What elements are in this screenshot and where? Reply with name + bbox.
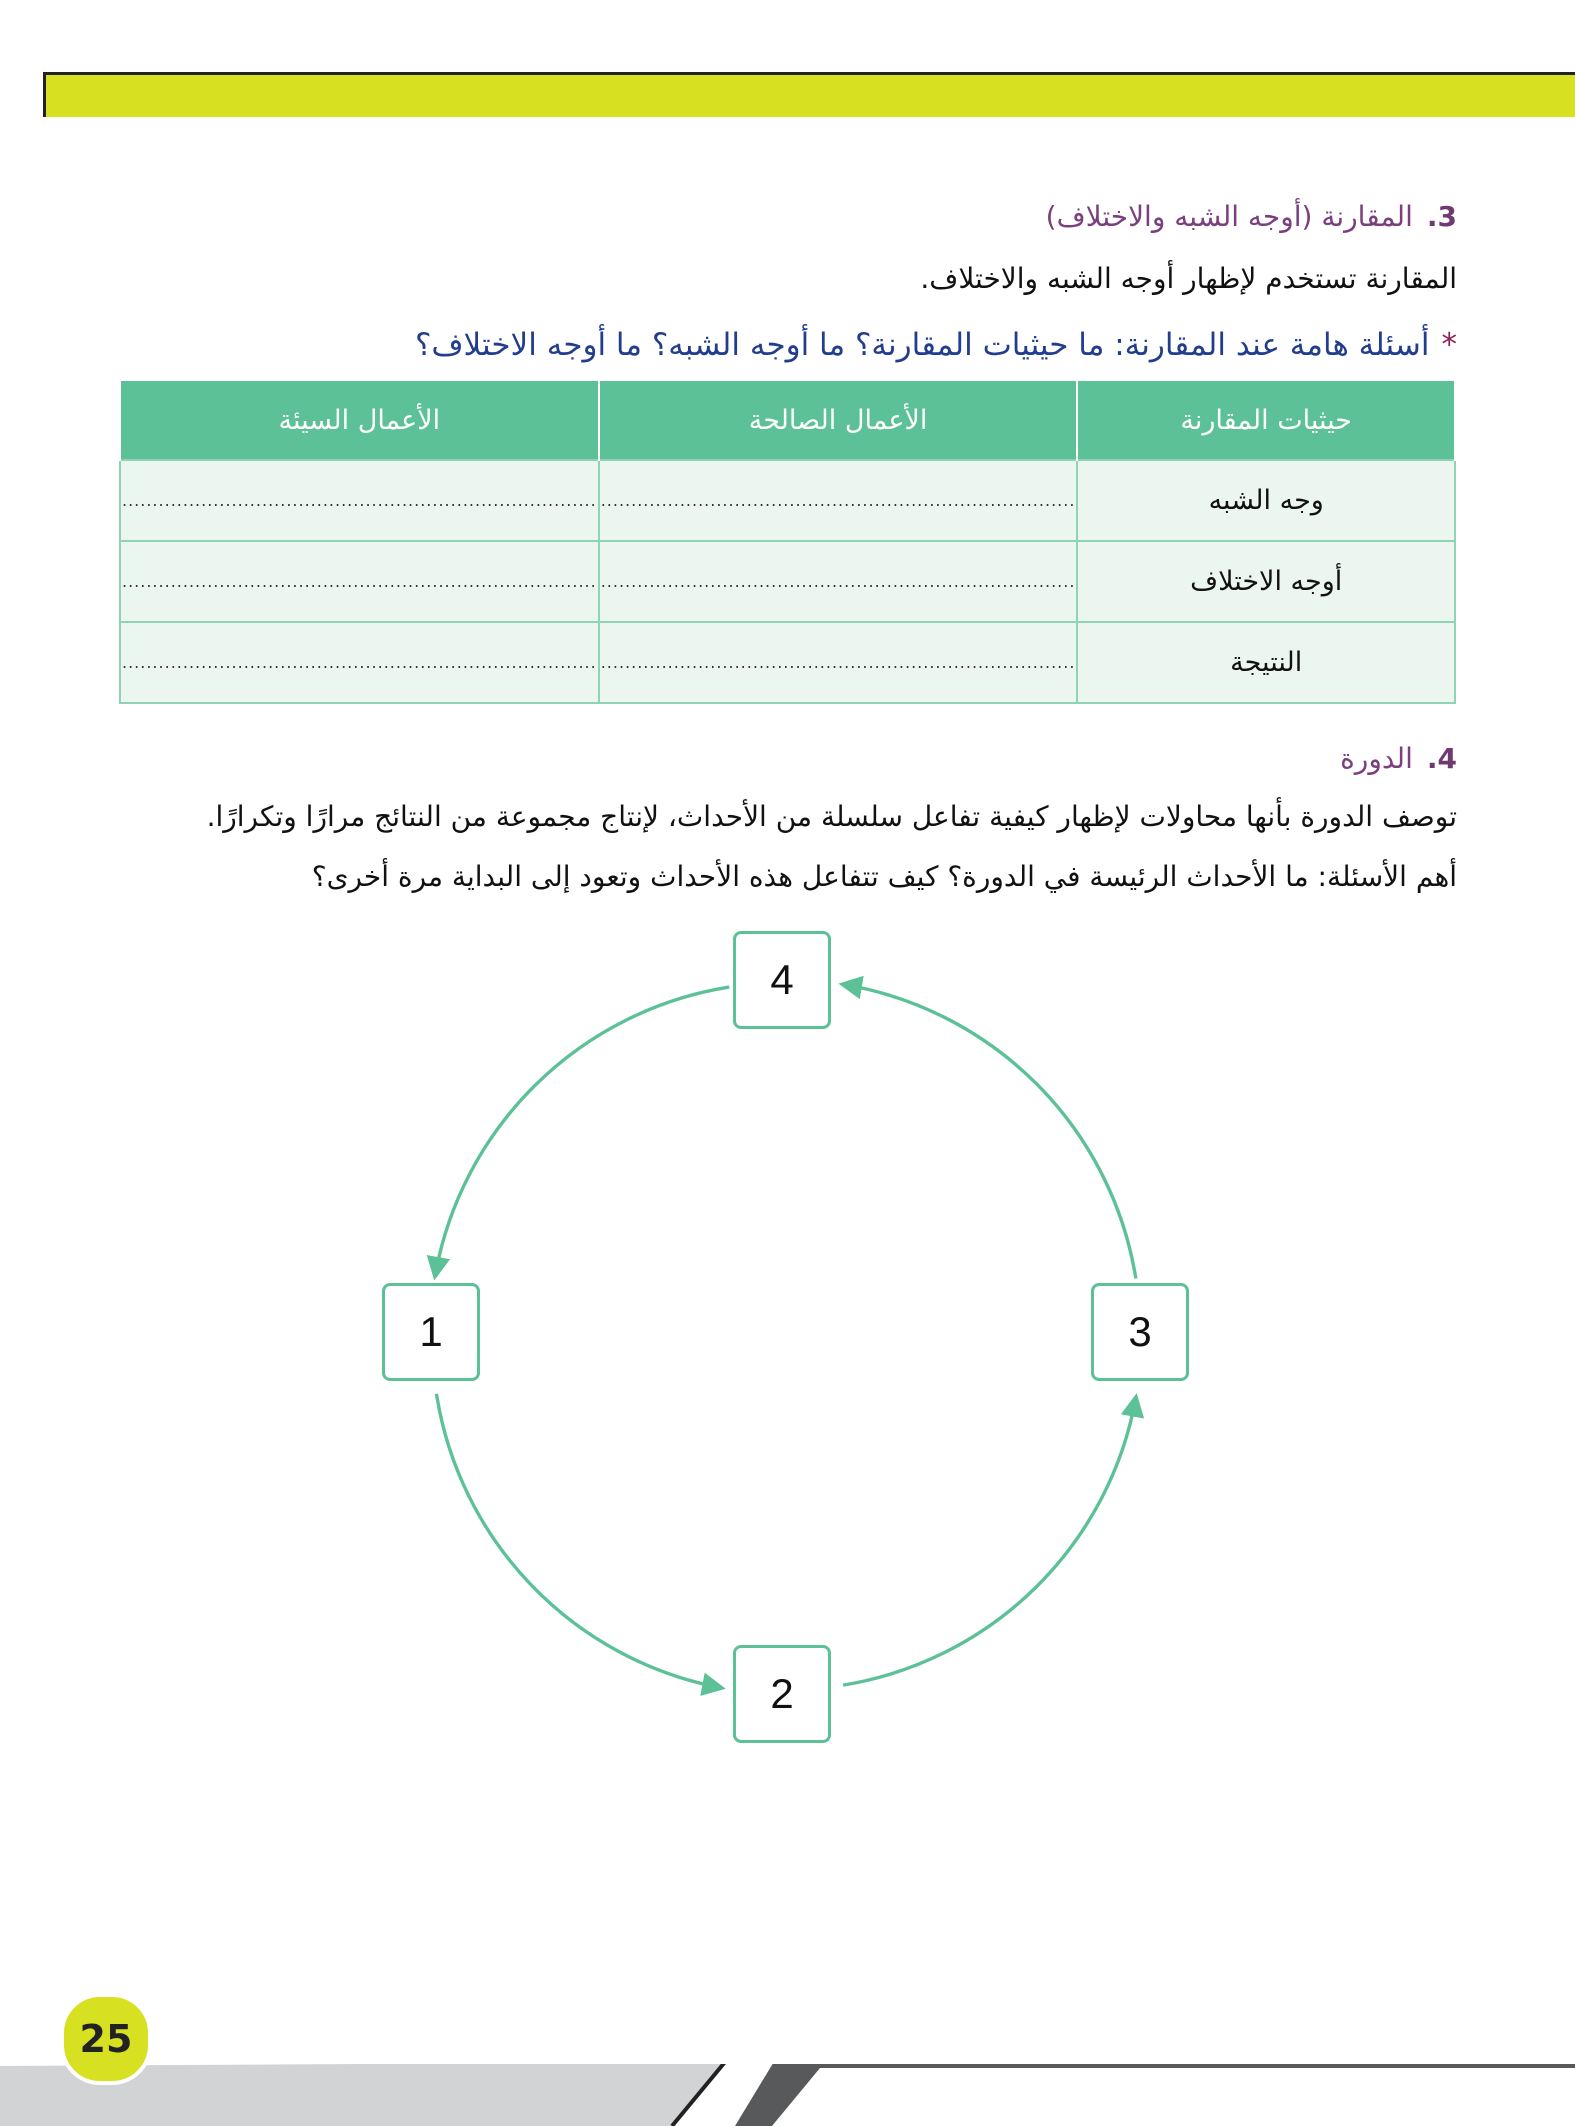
cycle-box-1[interactable]: 1 — [382, 1283, 480, 1381]
answer-field[interactable]: .............................................................................. — [120, 460, 599, 541]
cycle-box-4[interactable]: 4 — [733, 931, 831, 1029]
section-4-questions: أهم الأسئلة: ما الأحداث الرئيسة في الدورة؟ كيف تتفاعل هذه الأحداث وتعود إلى البداية مرة أخرى؟ — [311, 860, 1457, 893]
section-4-title: الدورة — [1340, 742, 1413, 775]
arrow-1-to-2 — [436, 1394, 721, 1688]
header-bad-deeds: الأعمال السيئة — [120, 381, 599, 460]
answer-field[interactable]: .............................................................................. — [120, 622, 599, 703]
section-3-description: المقارنة تستخدم لإظهار أوجه الشبه والاختلاف. — [920, 262, 1457, 295]
arrow-3-to-4 — [843, 984, 1136, 1278]
row-label: وجه الشبه — [1077, 460, 1455, 541]
star-icon: * — [1441, 327, 1457, 363]
answer-field[interactable]: .............................................................................. — [599, 460, 1078, 541]
arrow-4-to-1 — [435, 987, 729, 1276]
answer-field[interactable]: .............................................................................. — [120, 541, 599, 622]
row-label: النتيجة — [1077, 622, 1455, 703]
section-3-number: 3. — [1426, 200, 1457, 233]
answer-field[interactable]: .............................................................................. — [599, 622, 1078, 703]
section-3-title: المقارنة (أوجه الشبه والاختلاف) — [1045, 200, 1413, 233]
questions-text: أسئلة هامة عند المقارنة: ما حيثيات المقارنة؟ ما أوجه الشبه؟ ما أوجه الاختلاف؟ — [414, 327, 1430, 363]
section-4-description: توصف الدورة بأنها محاولات لإظهار كيفية تفاعل سلسلة من الأحداث، لإنتاج مجموعة من النتائج مرارًا وتكرارًا. — [206, 800, 1457, 833]
footer-decoration — [0, 2064, 1575, 2126]
answer-field[interactable]: .............................................................................. — [599, 541, 1078, 622]
page-number-badge: 25 — [60, 1993, 152, 2085]
cycle-box-2[interactable]: 2 — [733, 1645, 831, 1743]
row-label: أوجه الاختلاف — [1077, 541, 1455, 622]
arrow-2-to-3 — [843, 1398, 1136, 1685]
header-good-deeds: الأعمال الصالحة — [599, 381, 1078, 460]
header-criteria: حيثيات المقارنة — [1077, 381, 1455, 460]
cycle-box-3[interactable]: 3 — [1091, 1283, 1189, 1381]
section-4-number: 4. — [1426, 742, 1457, 775]
